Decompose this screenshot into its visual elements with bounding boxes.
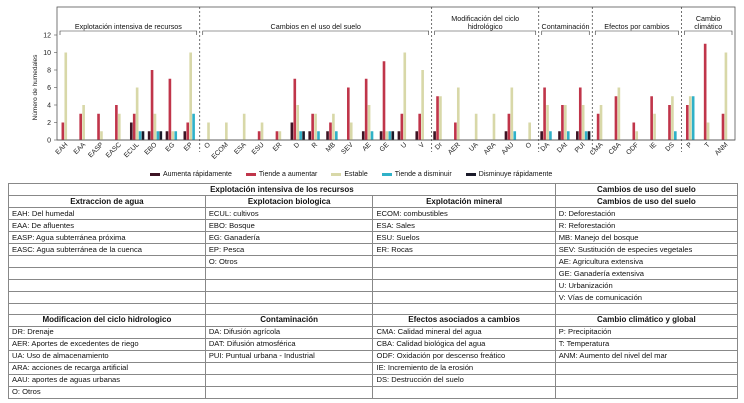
bar — [505, 131, 508, 140]
bar — [172, 131, 175, 140]
x-tick-label: CBA — [607, 141, 623, 157]
bar — [403, 53, 406, 141]
table-cell — [373, 386, 555, 398]
table-cell: EAA: De afluentes — [9, 220, 206, 232]
bar — [576, 131, 579, 140]
table-cell: DS: Destrucción del suelo — [373, 374, 555, 386]
bar — [151, 70, 154, 140]
x-tick-label: ARA — [482, 141, 498, 157]
bar — [401, 114, 404, 140]
bar — [186, 123, 189, 141]
table-cell: ESU: Suelos — [373, 232, 555, 244]
group-bracket — [435, 31, 536, 35]
bar — [314, 114, 317, 140]
table-row — [9, 208, 738, 220]
bar — [567, 131, 570, 140]
bar — [513, 131, 516, 140]
bar — [326, 131, 329, 140]
x-tick-label: EG — [164, 141, 177, 154]
x-tick-label: AER — [447, 141, 462, 157]
bar — [511, 88, 514, 141]
bar — [258, 131, 261, 140]
legend-swatch — [382, 173, 392, 176]
table-row — [9, 350, 738, 362]
x-tick-label: EASC — [104, 141, 123, 160]
x-tick-label: UA — [468, 141, 480, 154]
bar — [291, 123, 294, 141]
legend-label: Tiende a disminuir — [394, 170, 452, 178]
bar — [493, 114, 496, 140]
bar — [299, 131, 302, 140]
table-cell — [205, 374, 373, 386]
table-cell — [9, 292, 206, 304]
x-tick-label: V — [418, 141, 427, 150]
table-cell: Efectos asociados a cambios — [373, 314, 555, 326]
group-bracket — [595, 31, 678, 35]
bar — [154, 114, 157, 140]
table-row — [9, 232, 738, 244]
table-row — [9, 362, 738, 374]
bar — [142, 131, 145, 140]
bar — [668, 105, 671, 140]
bar — [362, 131, 365, 140]
bar — [329, 123, 332, 141]
bar — [64, 53, 67, 141]
bar — [540, 131, 543, 140]
bar — [308, 131, 311, 140]
group-label: Explotación intensiva de recursos — [74, 22, 182, 31]
bar — [97, 114, 100, 140]
table-cell: ECUL: cultivos — [205, 208, 373, 220]
table-cell — [9, 256, 206, 268]
legend-label: Aumenta rápidamente — [163, 170, 232, 178]
table-cell — [373, 304, 555, 314]
bar — [184, 131, 187, 140]
group-label: climático — [694, 22, 723, 31]
table-cell: CBA: Calidad biológica del agua — [373, 338, 555, 350]
y-tick-label: 0 — [47, 137, 51, 145]
x-tick-label: AE — [361, 141, 373, 153]
bar — [350, 123, 353, 141]
legend-swatch — [150, 173, 160, 176]
group-label: hidrológico — [467, 22, 503, 31]
table-cell: ESA: Sales — [373, 220, 555, 232]
bar — [597, 114, 600, 140]
x-tick-label: AAU — [500, 141, 516, 157]
bar — [564, 105, 567, 140]
bar — [365, 79, 368, 140]
table-cell: SEV: Sustitución de especies vegetales — [555, 244, 737, 256]
bar — [169, 79, 172, 140]
bar — [189, 53, 192, 141]
group-label: Modificación del ciclo — [451, 14, 520, 23]
bar — [615, 96, 618, 140]
x-tick-label: PUI — [573, 141, 587, 155]
bar — [311, 114, 314, 140]
x-tick-label: ODF — [625, 141, 641, 157]
x-tick-label: DS — [664, 141, 676, 154]
bar — [707, 123, 710, 141]
table-row — [9, 314, 738, 326]
x-tick-label: U — [399, 141, 409, 150]
table-cell: CMA: Calidad mineral del agua — [373, 326, 555, 338]
table-cell — [555, 386, 737, 398]
bar — [139, 131, 142, 140]
bar — [439, 96, 442, 140]
table-cell — [555, 374, 737, 386]
chart-legend — [150, 168, 590, 180]
table-cell: ANM: Aumento del nivel del mar — [555, 350, 737, 362]
bar — [686, 105, 689, 140]
legend-table — [8, 183, 738, 399]
group-bracket — [203, 31, 429, 35]
bar — [380, 131, 383, 140]
bar — [225, 123, 228, 141]
x-tick-label: GE — [378, 141, 391, 154]
bar — [192, 114, 195, 140]
x-tick-label: D — [292, 141, 302, 150]
bar — [332, 114, 335, 140]
table-cell: Cambios de uso del suelo — [555, 184, 737, 196]
table-cell: O: Otros — [205, 256, 373, 268]
x-tick-label: R — [310, 141, 320, 150]
table-cell: PUI: Puntual urbana - Industrial — [205, 350, 373, 362]
bar — [558, 131, 561, 140]
table-row — [9, 374, 738, 386]
x-tick-label: ER — [271, 141, 284, 154]
legend-swatch — [466, 173, 476, 176]
y-tick-label: 6 — [47, 85, 51, 92]
table-row — [9, 220, 738, 232]
bar — [368, 105, 371, 140]
legend-item — [246, 171, 318, 178]
table-cell — [205, 280, 373, 292]
table-cell: ER: Rocas — [373, 244, 555, 256]
bar — [582, 105, 585, 140]
table-cell: AE: Agricultura extensiva — [555, 256, 737, 268]
bar — [689, 96, 692, 140]
y-tick-label: 4 — [47, 102, 51, 110]
table-cell: EASC: Agua subterránea de la cuenca — [9, 244, 206, 256]
table-cell — [205, 362, 373, 374]
bar — [692, 96, 695, 140]
group-label: Cambio — [695, 14, 721, 23]
x-tick-label: O — [524, 141, 534, 151]
bar — [436, 96, 439, 140]
table-cell — [205, 386, 373, 398]
x-tick-label: DAt — [555, 141, 569, 155]
bar — [421, 70, 424, 140]
bar — [276, 131, 279, 140]
legend-label: Estable — [344, 170, 368, 178]
group-label: Cambios en el uso del suelo — [270, 22, 361, 31]
table-row — [9, 244, 738, 256]
bar — [543, 88, 546, 141]
table-row — [9, 196, 738, 208]
table-row — [9, 338, 738, 350]
bar — [79, 114, 82, 140]
table-cell: Explotacion biologica — [205, 196, 373, 208]
bar — [585, 131, 588, 140]
table-cell: Cambios de uso del suelo — [555, 196, 737, 208]
legend-item — [466, 171, 553, 178]
x-tick-label: ECUL — [122, 141, 141, 160]
table-cell — [373, 280, 555, 292]
table-cell — [555, 304, 737, 314]
bar — [433, 131, 436, 140]
bar — [454, 123, 457, 141]
bar — [722, 114, 725, 140]
group-bracket — [60, 31, 197, 35]
bar — [296, 105, 299, 140]
table-cell — [9, 268, 206, 280]
x-tick-label: MB — [324, 141, 337, 154]
bar — [136, 88, 139, 141]
bar — [261, 123, 264, 141]
x-tick-label: T — [703, 141, 712, 150]
bar — [389, 131, 392, 140]
table-row — [9, 280, 738, 292]
table-cell: EASP: Agua subterránea próxima — [9, 232, 206, 244]
x-tick-label: ESU — [250, 141, 266, 157]
legend-item — [150, 171, 232, 178]
legend-label: Disminuye rápidamente — [478, 170, 553, 178]
table-cell: AAU: aportes de aguas urbanas — [9, 374, 206, 386]
table-cell — [373, 256, 555, 268]
group-label: Contaminación — [541, 22, 590, 31]
bar — [671, 96, 674, 140]
legend-item — [331, 171, 367, 178]
table-cell — [373, 268, 555, 280]
bar — [243, 114, 246, 140]
table-cell: IE: Incremiento de la erosión — [373, 362, 555, 374]
bar — [653, 114, 656, 140]
x-tick-label: DA — [539, 141, 552, 154]
x-tick-label: P — [685, 141, 694, 150]
table-cell: EAH: Del humedal — [9, 208, 206, 220]
table-cell: D: Deforestación — [555, 208, 737, 220]
table-cell — [205, 268, 373, 280]
table-row — [9, 326, 738, 338]
table-cell — [9, 304, 206, 314]
bar — [508, 114, 511, 140]
table-cell: T: Temperatura — [555, 338, 737, 350]
bar — [528, 123, 531, 141]
bar — [371, 131, 374, 140]
bar — [293, 79, 296, 140]
bar — [475, 114, 478, 140]
legend-swatch — [331, 173, 341, 176]
bar — [674, 131, 677, 140]
table-cell — [9, 280, 206, 292]
table-cell — [205, 304, 373, 314]
bar — [415, 131, 418, 140]
bar — [391, 131, 394, 140]
bar — [160, 131, 163, 140]
bar — [383, 61, 386, 140]
table-cell: Explotación mineral — [373, 196, 555, 208]
bar — [62, 123, 65, 141]
bar — [157, 131, 160, 140]
y-axis-label: Número de humedales — [32, 54, 39, 121]
table-cell: DAT: Difusión atmosférica — [205, 338, 373, 350]
x-tick-label: EAA — [72, 141, 88, 157]
bar — [704, 44, 707, 140]
table-row — [9, 268, 738, 280]
table-cell: Modificacion del ciclo hidrologico — [9, 314, 206, 326]
table-row — [9, 184, 738, 196]
bar — [549, 131, 552, 140]
bar — [166, 131, 169, 140]
legend-swatch — [246, 173, 256, 176]
bar — [632, 123, 635, 141]
y-tick-label: 2 — [47, 120, 51, 127]
group-label: Efectos por cambios — [604, 22, 670, 31]
table-cell: Contaminación — [205, 314, 373, 326]
legend-label: Tiende a aumentar — [258, 170, 318, 178]
table-cell: EP: Pesca — [205, 244, 373, 256]
legend-item — [382, 171, 452, 178]
bar — [579, 88, 582, 141]
table-cell: UA: Uso de almacenamiento — [9, 350, 206, 362]
table-row — [9, 256, 738, 268]
bar — [635, 131, 638, 140]
table-row — [9, 386, 738, 398]
x-tick-label: Dr — [433, 141, 445, 152]
x-tick-label: ESA — [233, 141, 248, 157]
bar — [618, 88, 621, 141]
bar — [561, 105, 564, 140]
table-cell — [373, 292, 555, 304]
x-tick-label: EASP — [87, 141, 106, 160]
bar — [386, 131, 389, 140]
bar — [418, 114, 421, 140]
bar — [398, 131, 401, 140]
table-cell: EG: Ganadería — [205, 232, 373, 244]
table-cell: GE: Ganadería extensiva — [555, 268, 737, 280]
table-row — [9, 304, 738, 314]
bar — [302, 131, 305, 140]
x-tick-label: ECOM — [210, 141, 230, 161]
bar — [335, 131, 338, 140]
bar — [279, 131, 282, 140]
bar — [130, 123, 133, 141]
table-cell — [205, 292, 373, 304]
bar — [118, 114, 121, 140]
y-tick-label: 12 — [43, 32, 51, 40]
table-cell: R: Reforestación — [555, 220, 737, 232]
x-tick-label: ANM — [713, 141, 730, 158]
table-cell: ARA: acciones de recarga artificial — [9, 362, 206, 374]
bar — [725, 53, 728, 141]
y-tick-label: 8 — [47, 67, 51, 75]
table-cell: ECOM: combustibles — [373, 208, 555, 220]
table-cell: EBO: Bosque — [205, 220, 373, 232]
table-row — [9, 292, 738, 304]
x-tick-label: EAH — [54, 141, 70, 157]
x-tick-label: EBO — [143, 141, 159, 157]
table-cell: Explotación intensiva de los recursos — [9, 184, 556, 196]
table-cell: U: Urbanización — [555, 280, 737, 292]
table-cell: ODF: Oxidación por descenso freático — [373, 350, 555, 362]
table-cell: V: Vías de comunicación — [555, 292, 737, 304]
bar — [82, 105, 85, 140]
table-cell — [555, 362, 737, 374]
bar — [133, 114, 136, 140]
table-cell: P: Precipitación — [555, 326, 737, 338]
x-tick-label: EP — [182, 141, 195, 153]
group-bracket — [684, 31, 732, 35]
bar — [317, 131, 320, 140]
bar — [347, 88, 350, 141]
y-tick-label: 10 — [43, 50, 51, 57]
x-tick-label: CMA — [588, 141, 605, 158]
bar — [115, 105, 118, 140]
x-tick-label: O — [203, 141, 213, 151]
table-cell: AER: Aportes de excedentes de riego — [9, 338, 206, 350]
x-tick-label: IE — [648, 141, 659, 151]
bar — [207, 123, 210, 141]
bar — [546, 105, 549, 140]
bar — [100, 131, 103, 140]
table-cell: MB: Manejo del bosque — [555, 232, 737, 244]
group-bracket — [542, 31, 590, 35]
table-cell: DR: Drenaje — [9, 326, 206, 338]
bar — [600, 105, 603, 140]
table-cell: Cambio climático y global — [555, 314, 737, 326]
bar — [457, 88, 460, 141]
bar — [148, 131, 151, 140]
table-cell: Extraccion de agua — [9, 196, 206, 208]
bar-chart — [0, 0, 744, 185]
bar — [650, 96, 653, 140]
table-cell: DA: Difusión agrícola — [205, 326, 373, 338]
x-tick-label: SEV — [340, 141, 355, 157]
table-cell: O: Otros — [9, 386, 206, 398]
bar — [588, 131, 591, 140]
bar — [174, 131, 177, 140]
